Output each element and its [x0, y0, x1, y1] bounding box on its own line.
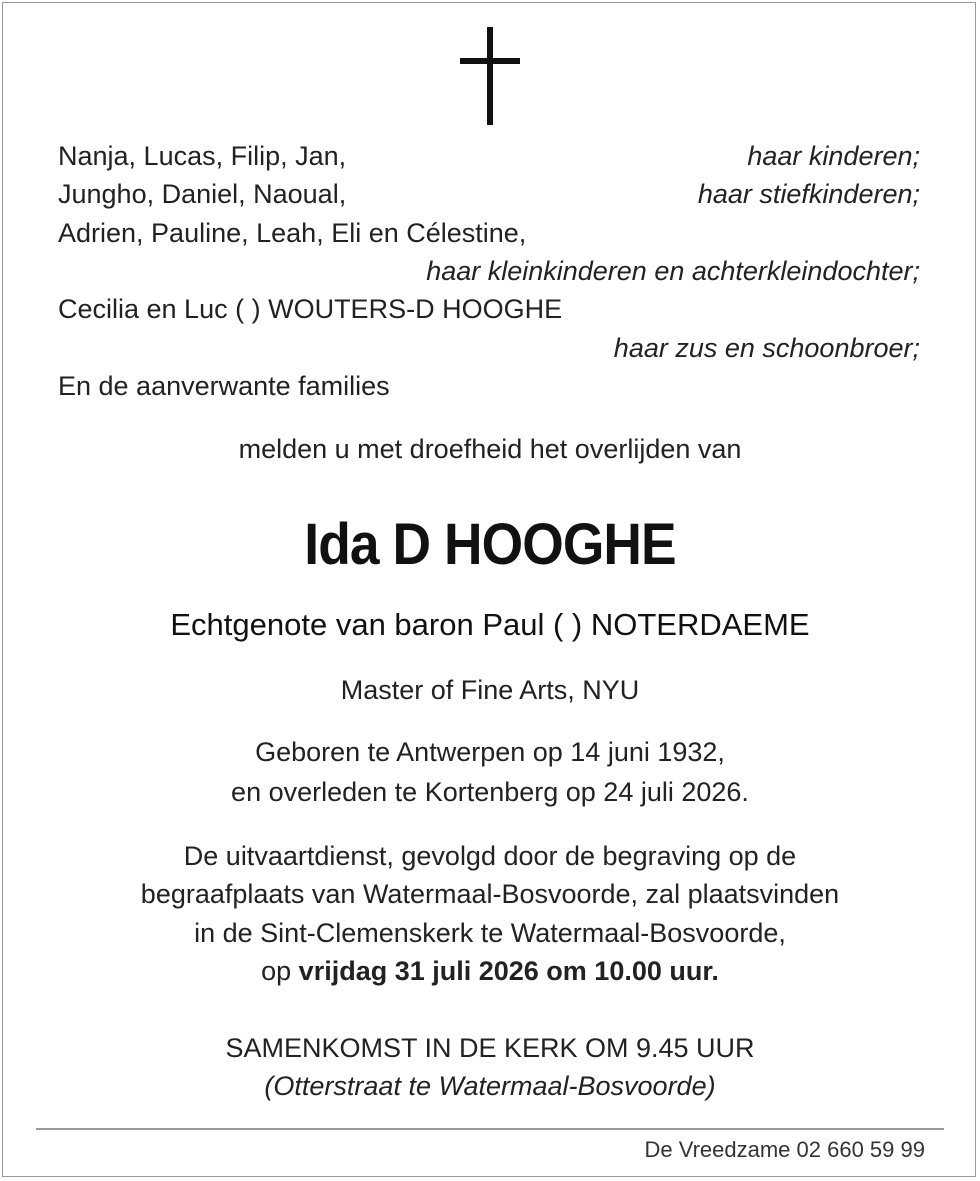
sibling-role: haar zus en schoonbroer;: [613, 333, 920, 363]
sibling-names: Cecilia en Luc ( ) WOUTERS-D HOOGHE: [58, 294, 563, 324]
deceased-name: Ida D HOOGHE: [304, 512, 676, 577]
grandchildren-role: haar kleinkinderen en achterkleindochter;: [426, 256, 920, 286]
funeral-line-4: [0, 955, 980, 987]
degree-line: Master of Fine Arts, NYU: [340, 675, 640, 705]
funeral-line-2: begraafplaats van Watermaal-Bosvoorde, zal plaatsvinden: [140, 879, 840, 909]
gathering-address: (Otterstraat te Watermaal-Bosvoorde): [264, 1071, 716, 1101]
funeral-line-3: in de Sint-Clemenskerk te Watermaal-Bosvoorde,: [194, 918, 786, 948]
gathering-line: SAMENKOMST IN DE KERK OM 9.45 UUR: [225, 1033, 755, 1063]
funeral-date-prefix: op: [261, 956, 292, 986]
funeral-home-contact: De Vreedzame 02 660 59 99: [644, 1137, 925, 1162]
stepchildren-role: haar stiefkinderen;: [697, 179, 920, 209]
spouse-line: Echtgenote van baron Paul ( ) NOTERDAEME: [170, 607, 810, 642]
divider: [36, 1128, 944, 1130]
grandchildren-names: Adrien, Pauline, Leah, Eli en Célestine,: [58, 218, 527, 248]
children-role: haar kinderen;: [747, 141, 920, 171]
death-line: en overleden te Kortenberg op 24 juli 2026.: [231, 777, 749, 807]
funeral-line-1: De uitvaartdienst, gevolgd door de begraving op de: [183, 841, 797, 871]
birth-line: Geboren te Antwerpen op 14 juni 1932,: [255, 737, 725, 767]
stepchildren-names: Jungho, Daniel, Naoual,: [58, 179, 347, 209]
children-names: Nanja, Lucas, Filip, Jan,: [58, 141, 347, 171]
cross-icon: [460, 27, 520, 125]
funeral-date: vrijdag 31 juli 2026 om 10.00 uur.: [298, 956, 719, 986]
relatives-line: En de aanverwante families: [58, 371, 390, 401]
announcement-line: melden u met droefheid het overlijden van: [238, 434, 742, 464]
